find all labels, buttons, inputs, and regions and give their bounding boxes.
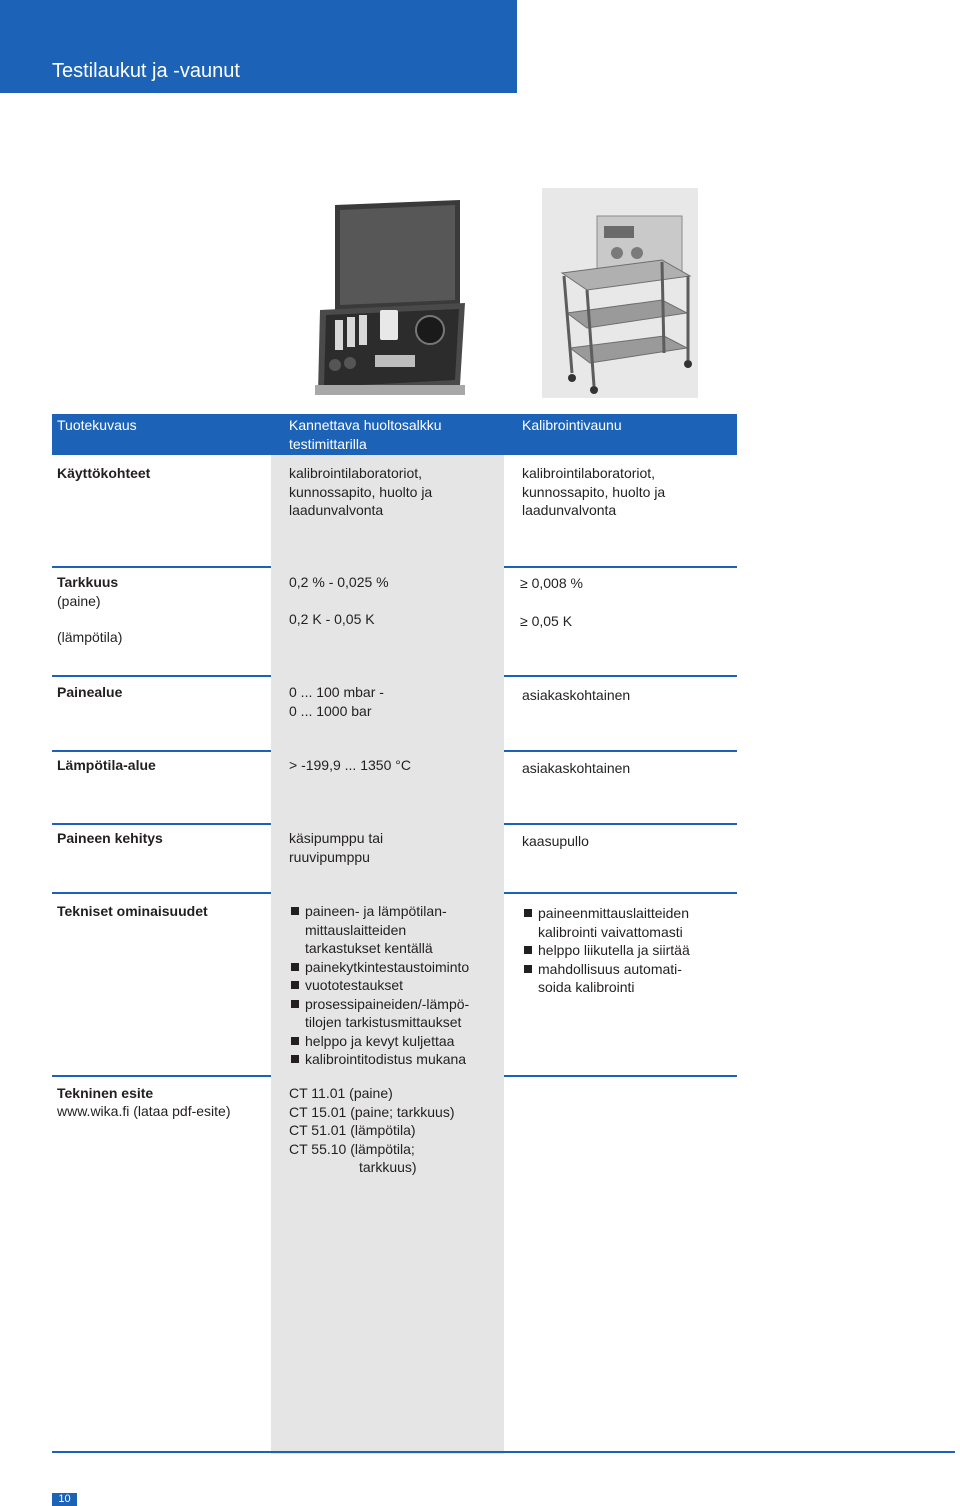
datasheet-item: CT 51.01 (lämpötila): [289, 1122, 416, 1138]
row-divider: [52, 892, 271, 894]
list-item: helppo ja kevyt kuljettaa: [290, 1032, 469, 1051]
row-divider: [504, 892, 737, 894]
row-divider: [52, 566, 271, 568]
row-label-pressure-range: Painealue: [57, 684, 123, 700]
text-line: laadunvalvonta: [522, 502, 617, 518]
text-line: käsipumppu tai: [289, 830, 384, 846]
value: 0,05 K: [531, 613, 573, 629]
ge-symbol: ≥: [520, 613, 528, 629]
calibration-trolley-image: [542, 188, 698, 398]
row-divider: [504, 566, 737, 568]
row-divider: [504, 675, 737, 677]
applications-trolley: [522, 464, 665, 520]
row-divider: [52, 675, 271, 677]
list-item: prosessipaineiden/-lämpö-: [290, 995, 469, 1014]
header-calibration-trolley: Kalibrointivaunu: [522, 417, 622, 433]
row-label-pressure-generation: Paineen kehitys: [57, 830, 163, 846]
list-item: vuototestaukset: [290, 976, 469, 995]
text-line: kalibrointilaboratoriot,: [289, 465, 423, 481]
value: 0,008 %: [531, 575, 583, 591]
text-line: kunnossapito, huolto ja: [289, 483, 433, 500]
pressure-range-trolley: asiakaskohtainen: [522, 687, 631, 703]
accuracy-temperature-label: (lämpötila): [57, 629, 123, 645]
text-line: laadunvalvonta: [289, 502, 384, 518]
row-label-accuracy: Tarkkuus: [57, 574, 119, 590]
row-divider: [504, 750, 737, 752]
text-line: kunnossapito, huolto ja: [522, 483, 666, 500]
title-banner: [0, 0, 517, 93]
row-label-technical-features: Tekniset ominaisuudet: [57, 903, 208, 919]
text-line: ruuvipumppu: [289, 848, 370, 865]
row-divider: [504, 1075, 737, 1077]
list-item: mahdollisuus automati-: [523, 960, 690, 979]
row-divider: [52, 823, 271, 825]
list-item-continuation: soida kalibrointi: [538, 979, 635, 995]
row-label-temperature-range: Lämpötila-alue: [57, 757, 156, 773]
list-item: paineen- ja lämpötilan-: [290, 902, 469, 921]
footer-rule: [52, 1451, 955, 1453]
header-carrying-case-line1: Kannettava huoltosalkku: [289, 417, 442, 433]
datasheet-item: CT 15.01 (paine; tarkkuus): [289, 1103, 455, 1120]
header-product-description: Tuotekuvaus: [57, 417, 137, 433]
text-line: 0 ... 1000 bar: [289, 702, 372, 719]
row-divider: [52, 750, 271, 752]
page-title: Testilaukut ja -vaunut: [52, 60, 240, 82]
list-item-continuation: tilojen tarkistusmittaukset: [305, 1014, 462, 1030]
list-item: helppo liikutella ja siirtää: [523, 941, 690, 960]
list-item: kalibrointitodistus mukana: [290, 1050, 469, 1069]
list-item-continuation: kalibrointi vaivattomasti: [538, 923, 683, 940]
text-line: kalibrointilaboratoriot,: [522, 465, 656, 481]
page-number: 10: [52, 1493, 77, 1506]
datasheet-item: CT 11.01 (paine): [289, 1085, 393, 1101]
row-divider: [52, 1075, 271, 1077]
ge-symbol: ≥: [520, 575, 528, 591]
row-divider: [504, 823, 737, 825]
datasheet-website-link[interactable]: www.wika.fi (lataa pdf-esite): [57, 1103, 231, 1119]
accuracy-trolley-pressure: [520, 574, 583, 593]
accuracy-case-pressure: 0,2 % - 0,025 %: [289, 574, 389, 590]
pressure-generation-trolley: kaasupullo: [522, 833, 589, 849]
accuracy-case-temperature: 0,2 K - 0,05 K: [289, 611, 375, 627]
list-item: painekytkintestaustoiminto: [290, 958, 469, 977]
features-trolley-list: [523, 904, 690, 997]
temperature-range-case: > -199,9 ... 1350 °C: [289, 757, 411, 773]
pressure-range-case: [289, 683, 384, 720]
list-item-continuation: mittauslaitteiden: [305, 921, 407, 938]
applications-case: [289, 464, 432, 520]
list-item: paineenmittauslaitteiden: [523, 904, 690, 923]
datasheet-item: tarkkuus): [359, 1159, 417, 1175]
accuracy-trolley-temperature: [520, 612, 572, 631]
table-header: [52, 414, 737, 455]
header-carrying-case-line2: testimittarilla: [289, 436, 367, 452]
temperature-range-trolley: asiakaskohtainen: [522, 760, 631, 776]
features-case-list: [290, 902, 469, 1069]
carrying-case-image: [310, 195, 470, 400]
row-label-datasheet: Tekninen esite: [57, 1085, 154, 1101]
text-line: 0 ... 100 mbar -: [289, 684, 384, 700]
list-item-continuation: tarkastukset kentällä: [305, 940, 433, 956]
datasheet-case-list: [289, 1084, 455, 1177]
pressure-generation-case: [289, 829, 383, 866]
row-label-applications: Käyttökohteet: [57, 465, 151, 481]
datasheet-item: CT 55.10 (lämpötila;: [289, 1140, 415, 1157]
accuracy-pressure-label: (paine): [57, 593, 101, 609]
